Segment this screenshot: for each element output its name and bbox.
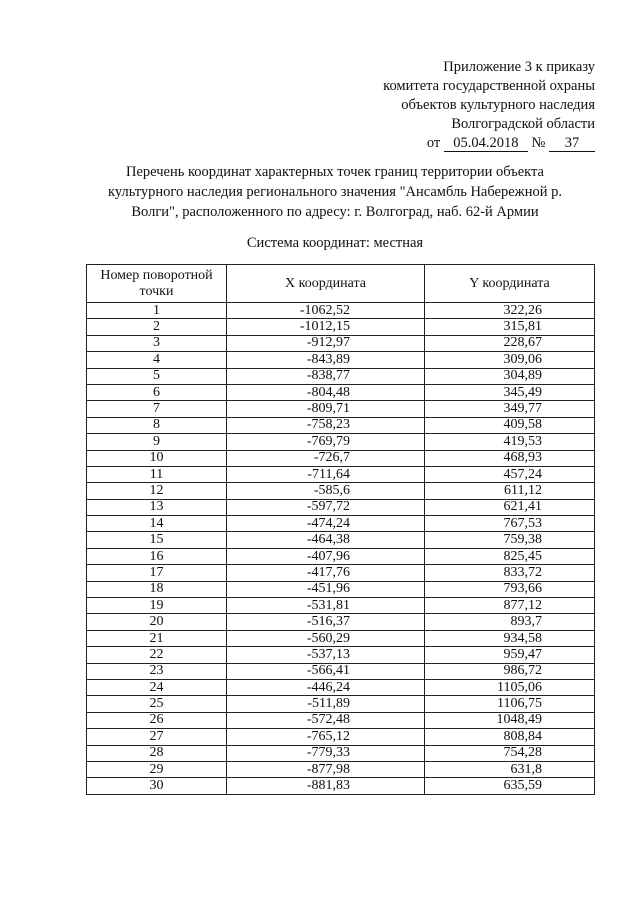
title-line: Перечень координат характерных точек границ территории объекта	[126, 164, 544, 180]
table-row	[87, 729, 595, 745]
point-number-cell: 19	[87, 598, 227, 614]
table-row	[87, 303, 595, 319]
document-title	[70, 162, 600, 222]
table-row	[87, 548, 595, 564]
y-coordinate-cell: 893,7	[425, 614, 595, 630]
x-coordinate-cell: -446,24	[227, 679, 425, 695]
point-number-cell: 11	[87, 466, 227, 482]
x-coordinate-cell: -877,98	[227, 761, 425, 777]
y-coordinate-cell: 986,72	[425, 663, 595, 679]
y-coordinate-cell: 635,59	[425, 778, 595, 794]
y-coordinate-cell: 825,45	[425, 548, 595, 564]
x-coordinate-cell: -531,81	[227, 598, 425, 614]
point-number-cell: 18	[87, 581, 227, 597]
header-point-number: Номер поворотной точки	[87, 265, 227, 303]
point-number-cell: 2	[87, 319, 227, 335]
from-label: от	[426, 135, 441, 151]
y-coordinate-cell: 309,06	[425, 352, 595, 368]
x-coordinate-cell: -1062,52	[227, 303, 425, 319]
table-row	[87, 778, 595, 794]
y-coordinate-cell: 304,89	[425, 368, 595, 384]
point-number-cell: 25	[87, 696, 227, 712]
table-row	[87, 466, 595, 482]
y-coordinate-cell: 349,77	[425, 401, 595, 417]
x-coordinate-cell: -560,29	[227, 630, 425, 646]
point-number-cell: 4	[87, 352, 227, 368]
y-coordinate-cell: 793,66	[425, 581, 595, 597]
coordinate-system-label: Система координат: местная	[246, 235, 424, 251]
point-number-cell: 14	[87, 516, 227, 532]
point-number-cell: 21	[87, 630, 227, 646]
x-coordinate-cell: -417,76	[227, 565, 425, 581]
y-coordinate-cell: 1106,75	[425, 696, 595, 712]
table-row	[87, 679, 595, 695]
table-row	[87, 516, 595, 532]
y-coordinate-cell: 759,38	[425, 532, 595, 548]
appendix-line: комитета государственной охраны	[383, 78, 595, 94]
x-coordinate-cell: -585,6	[227, 483, 425, 499]
y-coordinate-cell: 877,12	[425, 598, 595, 614]
table-row	[87, 598, 595, 614]
order-number: 37	[549, 136, 595, 152]
x-coordinate-cell: -407,96	[227, 548, 425, 564]
appendix-line: Приложение 3 к приказу	[443, 59, 595, 75]
table-row	[87, 532, 595, 548]
table-row	[87, 614, 595, 630]
point-number-cell: 20	[87, 614, 227, 630]
point-number-cell: 6	[87, 384, 227, 400]
y-coordinate-cell: 767,53	[425, 516, 595, 532]
point-number-cell: 16	[87, 548, 227, 564]
title-line: культурного наследия регионального значения "Ансамбль Набережной р.	[108, 184, 562, 200]
point-number-cell: 30	[87, 778, 227, 794]
point-number-cell: 7	[87, 401, 227, 417]
point-number-cell: 26	[87, 712, 227, 728]
y-coordinate-cell: 1105,06	[425, 679, 595, 695]
table-header-row	[87, 265, 595, 303]
y-coordinate-cell: 621,41	[425, 499, 595, 515]
x-coordinate-cell: -597,72	[227, 499, 425, 515]
point-number-cell: 15	[87, 532, 227, 548]
y-coordinate-cell: 409,58	[425, 417, 595, 433]
x-coordinate-cell: -711,64	[227, 466, 425, 482]
x-coordinate-cell: -804,48	[227, 384, 425, 400]
point-number-cell: 8	[87, 417, 227, 433]
y-coordinate-cell: 228,67	[425, 335, 595, 351]
table-row	[87, 319, 595, 335]
table-row	[87, 647, 595, 663]
y-coordinate-cell: 833,72	[425, 565, 595, 581]
point-number-cell: 3	[87, 335, 227, 351]
point-number-cell: 24	[87, 679, 227, 695]
table-row	[87, 745, 595, 761]
point-number-cell: 1	[87, 303, 227, 319]
table-row	[87, 663, 595, 679]
table-row	[87, 335, 595, 351]
table-row	[87, 483, 595, 499]
x-coordinate-cell: -566,41	[227, 663, 425, 679]
x-coordinate-cell: -516,37	[227, 614, 425, 630]
order-date-number	[383, 134, 595, 153]
point-number-cell: 17	[87, 565, 227, 581]
table-row	[87, 761, 595, 777]
point-number-cell: 9	[87, 434, 227, 450]
point-number-cell: 13	[87, 499, 227, 515]
table-row	[87, 712, 595, 728]
appendix-line: Волгоградской области	[451, 116, 595, 132]
y-coordinate-cell: 959,47	[425, 647, 595, 663]
table-row	[87, 384, 595, 400]
coordinates-table	[86, 264, 595, 795]
header-y-coordinate: Y координата	[425, 265, 595, 303]
x-coordinate-cell: -809,71	[227, 401, 425, 417]
y-coordinate-cell: 322,26	[425, 303, 595, 319]
order-date: 05.04.2018	[444, 136, 528, 152]
y-coordinate-cell: 611,12	[425, 483, 595, 499]
x-coordinate-cell: -537,13	[227, 647, 425, 663]
header-x-coordinate: X координата	[227, 265, 425, 303]
y-coordinate-cell: 808,84	[425, 729, 595, 745]
x-coordinate-cell: -726,7	[227, 450, 425, 466]
number-label: №	[531, 135, 546, 151]
point-number-cell: 5	[87, 368, 227, 384]
x-coordinate-cell: -765,12	[227, 729, 425, 745]
x-coordinate-cell: -779,33	[227, 745, 425, 761]
table-row	[87, 352, 595, 368]
point-number-cell: 12	[87, 483, 227, 499]
table-row	[87, 630, 595, 646]
y-coordinate-cell: 1048,49	[425, 712, 595, 728]
table-row	[87, 450, 595, 466]
table-row	[87, 581, 595, 597]
x-coordinate-cell: -758,23	[227, 417, 425, 433]
x-coordinate-cell: -451,96	[227, 581, 425, 597]
x-coordinate-cell: -912,97	[227, 335, 425, 351]
x-coordinate-cell: -511,89	[227, 696, 425, 712]
x-coordinate-cell: -843,89	[227, 352, 425, 368]
table-row	[87, 565, 595, 581]
y-coordinate-cell: 468,93	[425, 450, 595, 466]
point-number-cell: 27	[87, 729, 227, 745]
table-row	[87, 499, 595, 515]
x-coordinate-cell: -838,77	[227, 368, 425, 384]
x-coordinate-cell: -572,48	[227, 712, 425, 728]
table-row	[87, 368, 595, 384]
x-coordinate-cell: -474,24	[227, 516, 425, 532]
y-coordinate-cell: 419,53	[425, 434, 595, 450]
point-number-cell: 22	[87, 647, 227, 663]
y-coordinate-cell: 754,28	[425, 745, 595, 761]
table-row	[87, 434, 595, 450]
point-number-cell: 28	[87, 745, 227, 761]
y-coordinate-cell: 315,81	[425, 319, 595, 335]
table-row	[87, 401, 595, 417]
point-number-cell: 23	[87, 663, 227, 679]
title-line: Волги", расположенного по адресу: г. Волгоград, наб. 62-й Армии	[131, 204, 539, 220]
appendix-line: объектов культурного наследия	[401, 97, 595, 113]
point-number-cell: 29	[87, 761, 227, 777]
x-coordinate-cell: -769,79	[227, 434, 425, 450]
table-row	[87, 417, 595, 433]
point-number-cell: 10	[87, 450, 227, 466]
appendix-header	[383, 58, 595, 153]
x-coordinate-cell: -464,38	[227, 532, 425, 548]
x-coordinate-cell: -881,83	[227, 778, 425, 794]
x-coordinate-cell: -1012,15	[227, 319, 425, 335]
y-coordinate-cell: 457,24	[425, 466, 595, 482]
y-coordinate-cell: 345,49	[425, 384, 595, 400]
table-row	[87, 696, 595, 712]
y-coordinate-cell: 934,58	[425, 630, 595, 646]
y-coordinate-cell: 631,8	[425, 761, 595, 777]
